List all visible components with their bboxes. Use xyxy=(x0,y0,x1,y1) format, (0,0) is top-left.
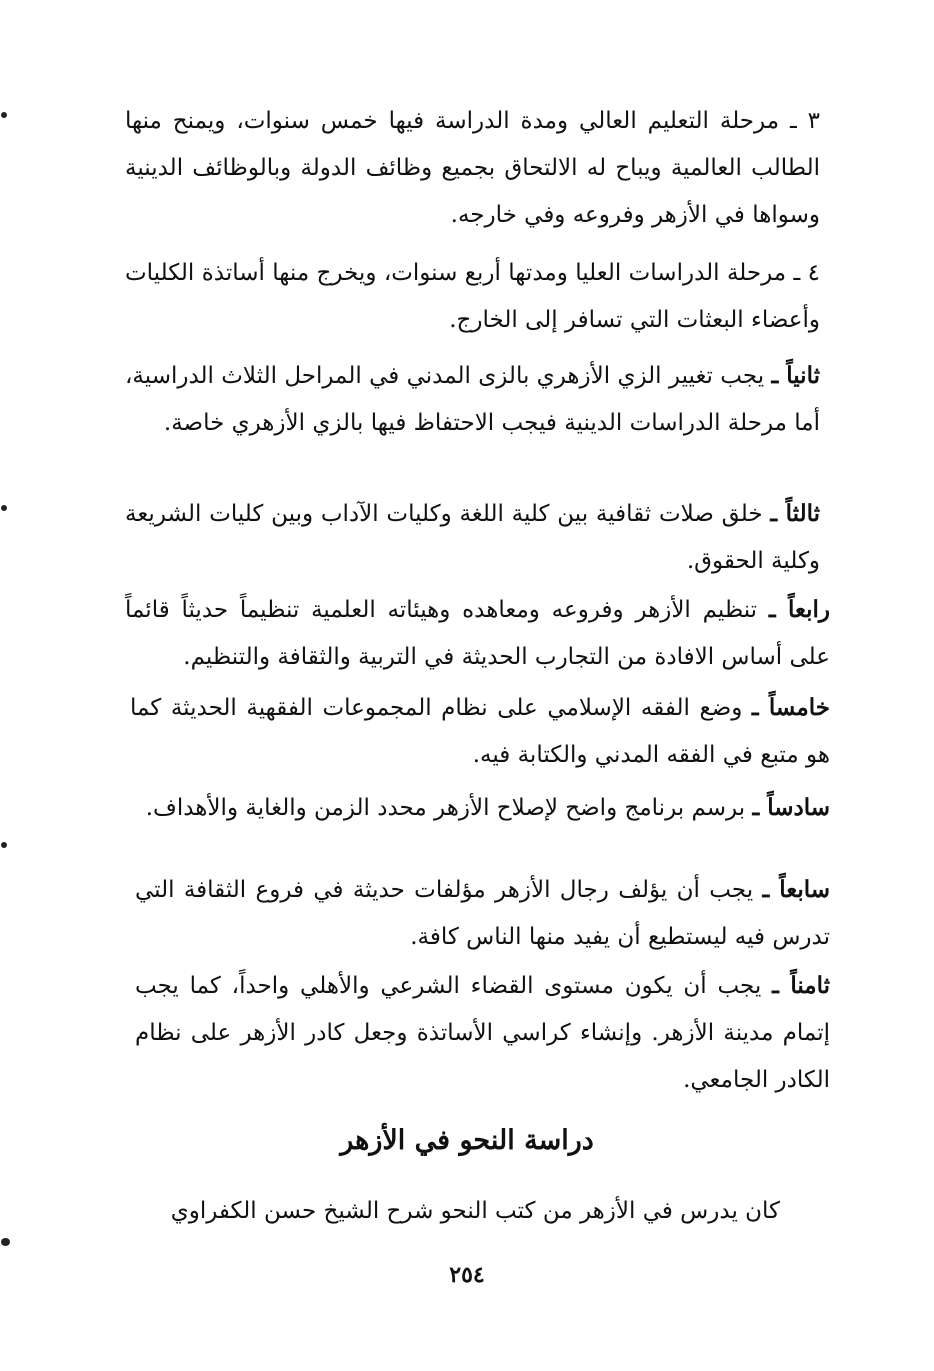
margin-dot xyxy=(1,1238,10,1246)
paragraph-seventh xyxy=(135,866,830,961)
paragraph-eighth xyxy=(135,962,830,1104)
paragraph-text: كان يدرس في الأزهر من كتب النحو شرح الشيخ حسن الكفراوي xyxy=(170,1198,780,1224)
paragraph-lead: خامساً ـ xyxy=(751,694,830,721)
page-number: ٢٥٤ xyxy=(449,1262,485,1288)
paragraph-lead: ثالثاً ـ xyxy=(770,500,820,527)
paragraph-lead: سابعاً ـ xyxy=(762,876,830,903)
paragraph-lead: ثانياً ـ xyxy=(771,362,820,389)
paragraph-sixth xyxy=(130,784,830,832)
paragraph-text: خلق صلات ثقافية بين كلية اللغة وكليات الآداب وبين كليات الشريعة وكلية الحقوق. xyxy=(125,501,820,574)
paragraph-text: يجب تغيير الزي الأزهري بالزى المدني في المراحل الثلاث الدراسية، أما مرحلة الدراسات الدينية فيجب الاحتفاظ فيها بالزي الأزهري خاصة. xyxy=(125,363,820,436)
paragraph-fifth xyxy=(130,684,830,779)
paragraph-second xyxy=(125,352,820,447)
paragraph-text: تنظيم الأزهر وفروعه ومعاهده وهيئاته العلمية تنظيماً حديثاً قائماً على أساس الافادة من التجارب الحديثة في التربية والثقافة والتنظيم. xyxy=(125,597,830,670)
paragraph-stage-3 xyxy=(125,98,820,239)
paragraph-text: ٤ ـ مرحلة الدراسات العليا ومدتها أربع سنوات، ويخرج منها أساتذة الكليات وأعضاء البعثات التي تسافر إلى الخارج. xyxy=(125,260,820,333)
margin-dot xyxy=(1,842,7,848)
paragraph-final xyxy=(140,1188,780,1235)
paragraph-text: وضع الفقه الإسلامي على نظام المجموعات الفقهية الحديثة كما هو متبع في الفقه المدني والكتابة فيه. xyxy=(130,695,830,768)
paragraph-text: ٣ ـ مرحلة التعليم العالي ومدة الدراسة فيها خمس سنوات، ويمنح منها الطالب العالمية ويباح له الالتحاق بجميع وظائف الدولة وبالوظائف الدينية وسواها في الأزهر وفروعه وفي خارجه. xyxy=(125,108,820,228)
paragraph-text: يجب أن يكون مستوى القضاء الشرعي والأهلي واحداً، كما يجب إتمام مدينة الأزهر. وإنشاء كراسي الأساتذة وجعل كادر الأزهر على نظام الكادر الجامعي. xyxy=(135,973,830,1093)
paragraph-third xyxy=(125,490,820,585)
margin-dot xyxy=(1,112,7,118)
margin-dot xyxy=(1,505,7,511)
section-heading: دراسة النحو في الأزهر xyxy=(340,1125,594,1156)
paragraph-lead: سادساً ـ xyxy=(752,794,830,821)
paragraph-text: يجب أن يؤلف رجال الأزهر مؤلفات حديثة في فروع الثقافة التي تدرس فيه ليستطيع أن يفيد منها الناس كافة. xyxy=(135,877,830,950)
paragraph-text: برسم برنامج واضح لإصلاح الأزهر محدد الزمن والغاية والأهداف. xyxy=(145,795,753,821)
paragraph-lead: رابعاً ـ xyxy=(768,596,831,623)
paragraph-fourth xyxy=(125,586,830,681)
paragraph-stage-4 xyxy=(125,250,820,344)
paragraph-lead: ثامناً ـ xyxy=(772,972,830,999)
